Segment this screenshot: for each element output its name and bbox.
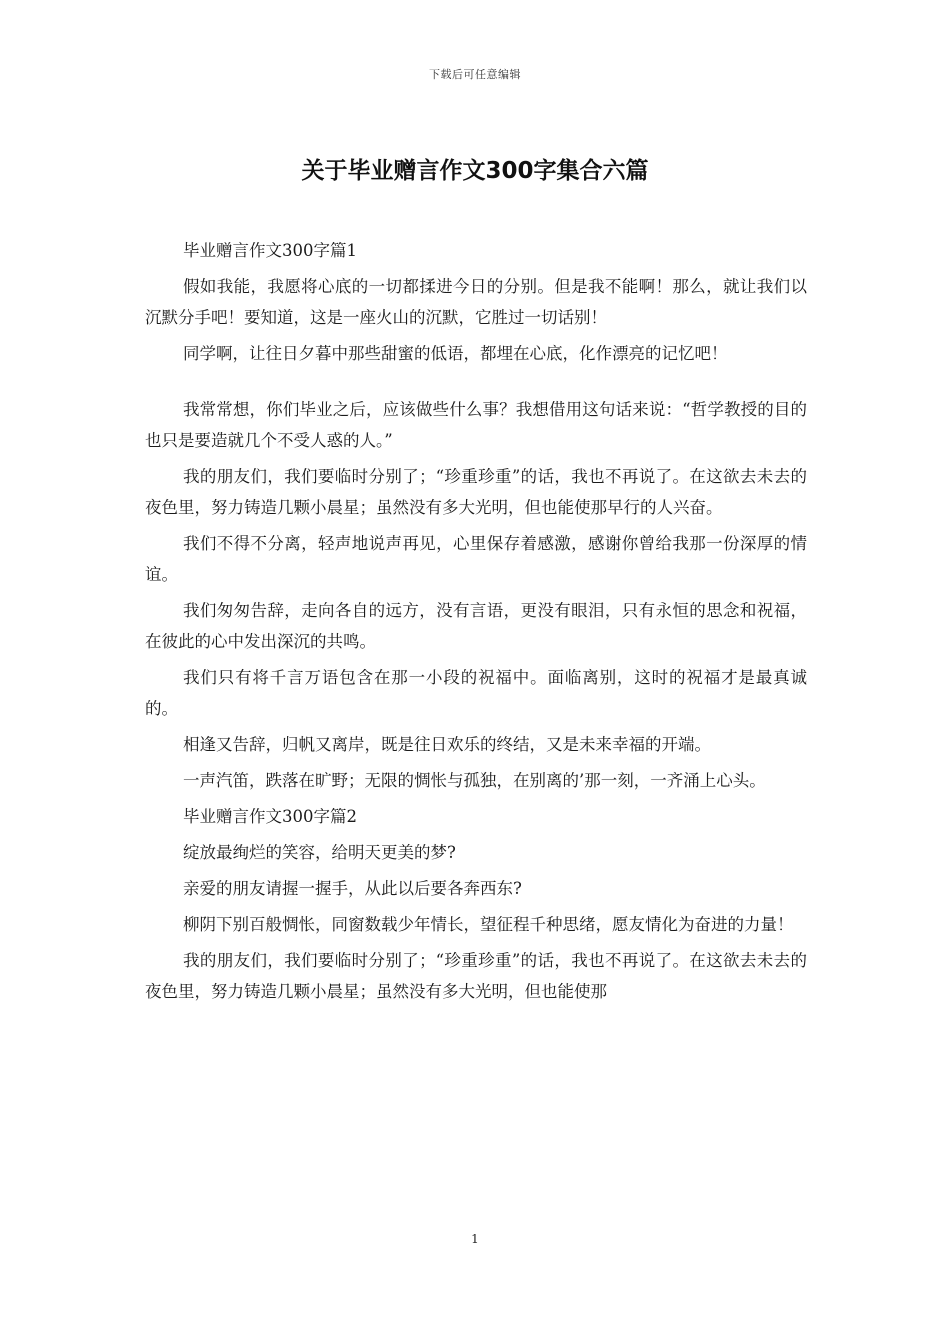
document-title: 关于毕业赠言作文300字集合六篇 <box>301 158 649 184</box>
section-heading: 毕业赠言作文300字篇1 <box>183 241 357 260</box>
paragraph: 我们只有将千言万语包含在那一小段的祝福中。面临离别，这时的祝福才是最真诚的。 <box>145 668 807 718</box>
document-body <box>145 235 807 1012</box>
paragraph: 我的朋友们，我们要临时分别了；“珍重珍重”的话，我也不再说了。在这欲去未去的夜色里，努力铸造几颗小晨星；虽然没有多大光明，但也能使那 <box>145 951 807 1001</box>
paragraph: 我们匆匆告辞，走向各自的远方，没有言语，更没有眼泪，只有永恒的思念和祝福，在彼此的心中发出深沉的共鸣。 <box>145 601 807 651</box>
paragraph: 同学啊，让往日夕暮中那些甜蜜的低语，都埋在心底，化作漂亮的记忆吧！ <box>183 344 728 363</box>
page-header-note: 下载后可任意编辑 <box>429 68 521 81</box>
paragraph: 我们不得不分离，轻声地说声再见，心里保存着感激，感谢你曾给我那一份深厚的情谊。 <box>145 534 807 584</box>
paragraph: 柳阴下别百般惆怅，同窗数载少年情长，望征程千种思绪，愿友情化为奋进的力量！ <box>183 915 794 934</box>
paragraph: 相逢又告辞，归帆又离岸，既是往日欢乐的终结，又是未来幸福的开端。 <box>183 735 711 754</box>
paragraph: 我常常想，你们毕业之后，应该做些什么事？我想借用这句话来说：“哲学教授的目的也只是要造就几个不受人惑的人。” <box>145 400 807 450</box>
paragraph: 我的朋友们，我们要临时分别了；“珍重珍重”的话，我也不再说了。在这欲去未去的夜色里，努力铸造几颗小晨星；虽然没有多大光明，但也能使那早行的人兴奋。 <box>145 467 807 517</box>
paragraph: 假如我能，我愿将心底的一切都揉进今日的分别。但是我不能啊！那么，就让我们以沉默分手吧！要知道，这是一座火山的沉默，它胜过一切话别！ <box>145 277 807 327</box>
paragraph: 绽放最绚烂的笑容，给明天更美的梦? <box>183 843 456 862</box>
section-heading: 毕业赠言作文300字篇2 <box>183 807 357 826</box>
paragraph: 亲爱的朋友请握一握手，从此以后要各奔西东? <box>183 879 522 898</box>
page-number: 1 <box>471 1232 479 1246</box>
paragraph: 一声汽笛，跌落在旷野；无限的惆怅与孤独，在别离的’那一刻，一齐涌上心头。 <box>183 771 766 790</box>
